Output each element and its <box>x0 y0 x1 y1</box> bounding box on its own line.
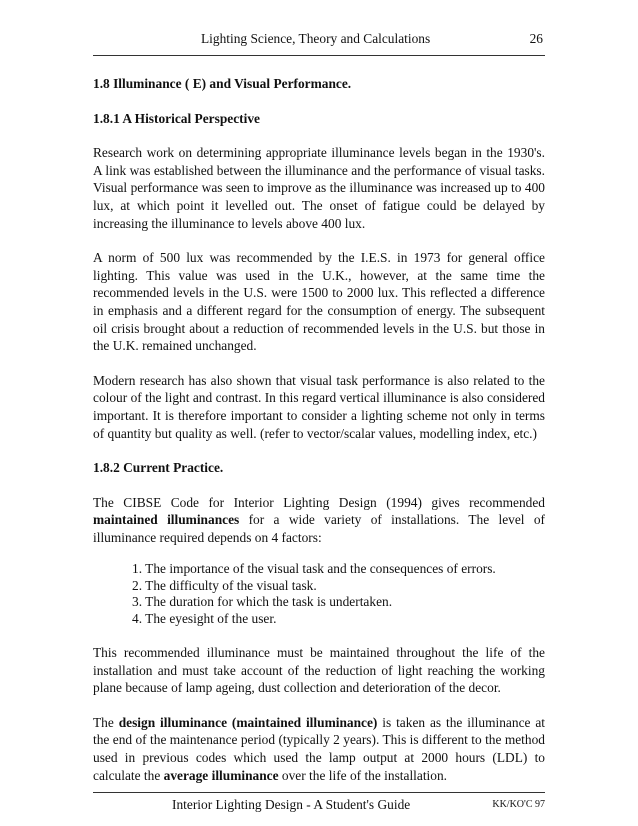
design-text-end: over the life of the installation. <box>278 767 448 783</box>
factor-item: 1. The importance of the visual task and the consequences of errors. <box>132 561 496 577</box>
paragraph-modern-research: Modern research has also shown that visual task performance is also related to the colour of the light and contrast. In this regard vertical illuminance is also considered important. It is therefore important to consider a lighting scheme not only in terms of quantity but quality as well. (refer to vector/scalar values, modelling index, etc.) <box>93 372 545 441</box>
paragraph-norm: A norm of 500 lux was recommended by the I.E.S. in 1973 for general office lighting. This value was used in the U.K., however, at the same time the recommended levels in the U.S. were 1500 to 2000 lux. This reflected a difference in emphasis and a different regard for the consumption of energy. The subsequent oil crisis brought about a reduction of recommended levels in the U.S. but those in the U.K. remained unchanged. <box>93 250 545 354</box>
design-text-middle: is taken as the illuminance at the end of the maintenance period (typically 2 years). This is different to the method used in previous codes which used the lamp output at 2000 hours (LDL) to calculate the <box>93 714 546 783</box>
header-rule <box>93 55 545 56</box>
cibse-text-end: for a wide variety of installations. The level of illuminance required depends on 4 factors: <box>93 512 546 545</box>
footer-title: Interior Lighting Design - A Student's Guide <box>172 797 411 812</box>
section-heading: 1.8 Illuminance ( E) and Visual Performance. <box>93 76 352 91</box>
design-illuminance-term: design illuminance (maintained illuminance) <box>118 714 378 730</box>
header-title: Lighting Science, Theory and Calculations <box>201 31 431 46</box>
footer-rule <box>93 792 545 793</box>
footer-code: KK/KO'C 97 <box>492 799 545 810</box>
design-text-start: The <box>93 714 119 730</box>
page-number: 26 <box>529 31 543 46</box>
paragraph-research: Research work on determining appropriate illuminance levels began in the 1930's. A link was established between the illuminance and the performance of visual tasks. Visual performance was seen to improve as the illuminance was increased up to 400 lux, at which point it levelled out. The onset of fatigue could be delayed by increasing the illuminance to levels above 400 lux. <box>93 145 545 231</box>
factors-list <box>93 561 545 627</box>
running-footer <box>93 797 545 815</box>
paragraph-design-illuminance <box>93 714 545 784</box>
factor-item: 2. The difficulty of the visual task. <box>132 577 317 593</box>
maintained-illuminances-term: maintained illuminances <box>93 512 240 528</box>
average-illuminance-term: average illuminance <box>163 767 279 783</box>
main-content <box>93 75 545 784</box>
running-header <box>93 31 545 49</box>
subsection-heading-current: 1.8.2 Current Practice. <box>93 460 224 476</box>
cibse-text: The CIBSE Code for Interior Lighting Design (1994) gives recommended <box>93 494 545 510</box>
paragraph-cibse <box>93 494 545 547</box>
factor-item: 3. The duration for which the task is undertaken. <box>132 594 393 610</box>
factor-item: 4. The eyesight of the user. <box>132 610 277 626</box>
paragraph-maintained: This recommended illuminance must be maintained throughout the life of the installation and must take account of the reduction of light reaching the working plane because of lamp ageing, dust collection and deterioration of the decor. <box>93 645 545 696</box>
subsection-heading-historical: 1.8.1 A Historical Perspective <box>93 110 260 126</box>
